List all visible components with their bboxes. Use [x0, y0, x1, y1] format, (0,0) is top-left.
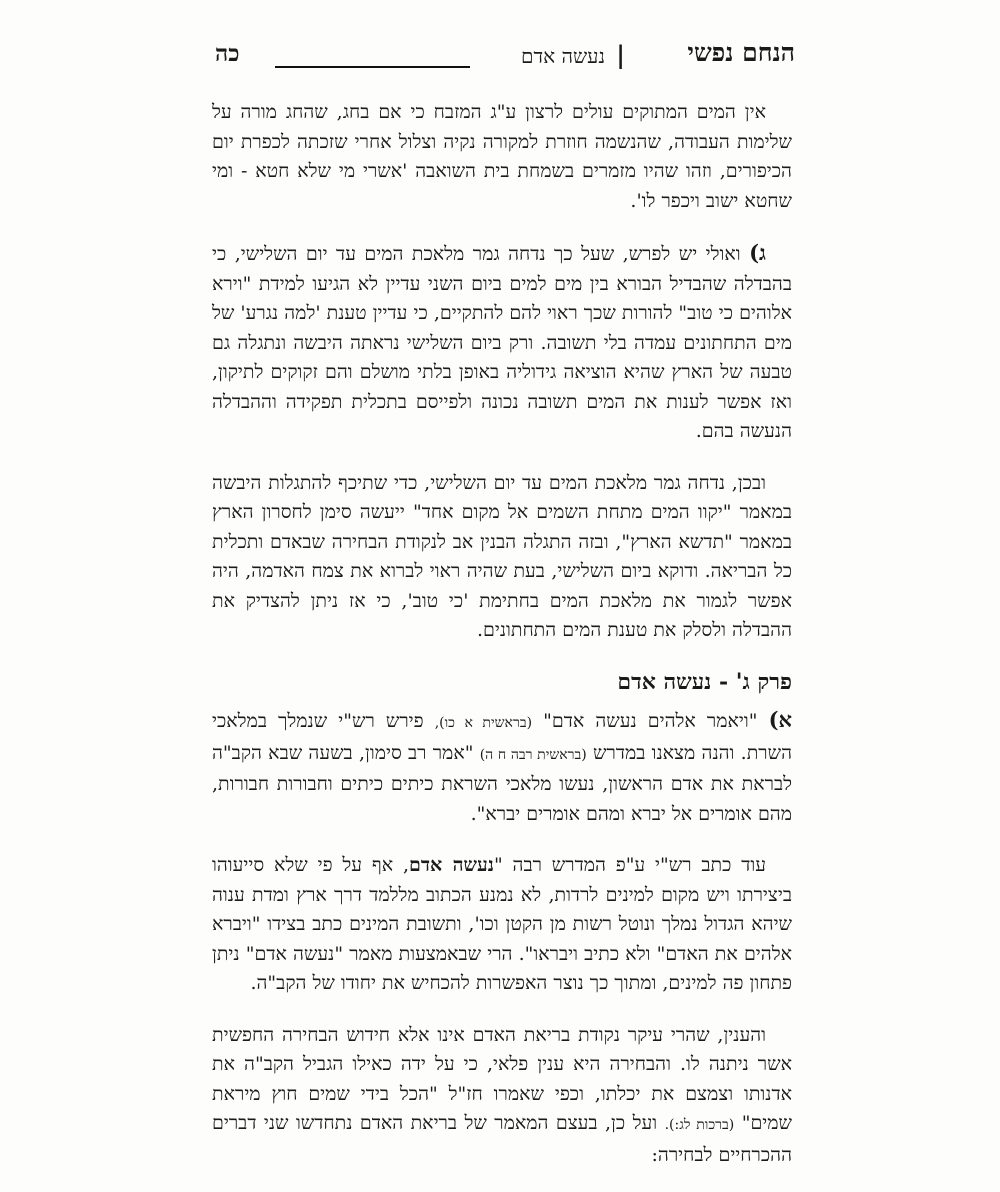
- citation: (ברכות לג:).: [664, 1117, 735, 1133]
- paragraph-1: אין המים המתוקים עולים לרצון ע"ג המזבח כי אם בחג, שהחג מורה על שלימות העבודה, שהנשמה חוזרת למקורה נקיה וצלול אחרי שזכתה לכפרת יום הכיפורים, וזהו שהיו מזמרים בשמחת בית השואבה 'אשרי מי שלא חטא - ומי שחטא ישוב ויכפר לו'.: [212, 101, 792, 212]
- paragraph-4: [212, 705, 792, 829]
- chapter-title: נעשה אדם: [521, 44, 605, 68]
- paragraph-2: [212, 238, 792, 447]
- book-title: הנחם נפשי: [687, 38, 795, 67]
- citation: (בראשית רבה ח ה): [479, 746, 587, 763]
- paragraph-marker: ג): [749, 240, 766, 265]
- paragraph-2-text: ואולי יש לפרש, שעל כך נדחה גמר מלאכת המים עד יום השלישי, כי בהבדלה שהבדיל הבורא בין מים למים ביום השני עדיין לא הגיעו למידת "וירא אלוהים כי טוב" להורות שכך ראוי להם להתקיים, כי עדיין טענת 'למה נגרע' של מים התחתונים עמדה בלי תשובה. ורק ביום השלישי נראתה היבשה ונתגלה גם טבעה של הארץ שהיא הוציאה גידוליה באופן בלתי מושלם והם זקוקים לתיקון, ואז אפשר לענות את המים תשובה נכונה ולפייסם בתכלית תפקידה וההבדלה הנעשה בהם.: [212, 243, 792, 442]
- paragraph-4-text: "אמר רב סימון, בשעה שבא הקב"ה לבראת את אדם הראשון, נעשו מלאכי השראת כיתים כיתים וחבורות חבורות, מהם אומרים אל יברא ומהם אומרים יברא".: [212, 741, 792, 825]
- bold-phrase: נעשה אדם: [409, 854, 494, 876]
- paragraph-6: [212, 1021, 792, 1171]
- paragraph-5-text: עוד כתב רש"י ע"פ המדרש רבה ": [493, 854, 767, 876]
- section-heading: פרק ג' - נעשה אדם: [617, 668, 792, 695]
- paragraph-marker: א): [768, 707, 792, 732]
- body-text: [212, 98, 792, 1192]
- paragraph-4-text: פירש רש"י שנמלך במלאכי השרת. והנה מצאנו במדרש: [212, 710, 793, 764]
- paragraph-5-text: , אף על פי שלא סייעוהו ביצירתו ויש מקום למינים לרדות, לא נמנע הכתוב מללמד דרך ארץ ומדת ענוה שיהא הגדול נמלך ונוטל רשות מן הקטן וכו', ותשובת המינים כתב בצידו "ויברא אלהים את האדם" ולא כתיב ויבראו". הרי שבאמצעות מאמר "נעשה אדם" ניתן פתחון פה למינים, ומתוך כך נוצר האפשרות להכחיש את יחודו של הקב"ה.: [212, 854, 792, 994]
- citation: (בראשית א כו),: [434, 715, 533, 731]
- paragraph-5: [212, 851, 792, 999]
- paragraph-6-text: והענין, שהרי עיקר נקודת בריאת האדם אינו אלא חידוש הבחירה החפשית אשר ניתנה לו. והבחירה היא ענין פלאי, כי על ידה כאילו הגביל הקב"ה את אדנותו וצמצם את יכלתו, וכפי שאמרו חז"ל "הכל בידי שמים חוץ מיראת שמים": [212, 1023, 792, 1134]
- header-rule: [275, 66, 470, 68]
- quote: "ויאמר אלהים נעשה אדם": [543, 710, 758, 732]
- paragraph-3: ובכן, נדחה גמר מלאכת המים עד יום השלישי, כדי שתיכף להתגלות היבשה במאמר "יקוו המים מתחת השמים אל מקום אחד" ייעשה סימן לחסרון הארץ במאמר "תדשא הארץ", ובזה התגלה הבנין אב לנקודת הבחירה שבאדם ותכלית כל הבריאה. ודוקא ביום השלישי, בעת שהיה ראוי לברוא את צמח האדמה, היה אפשר לגמור את מלאכת המים בחתימת 'כי טוב', כי אז ניתן להצדיק את ההבדלה ולסלק את טענת המים התחתונים.: [212, 471, 792, 641]
- paragraph-6-text: ועל כן, בעצם המאמר של בריאת האדם נתחדשו שני דברים ההכרחיים לבחירה:: [212, 1112, 792, 1166]
- header-separator: |: [616, 40, 625, 69]
- page-number: כה: [215, 40, 240, 67]
- running-header: [215, 38, 795, 78]
